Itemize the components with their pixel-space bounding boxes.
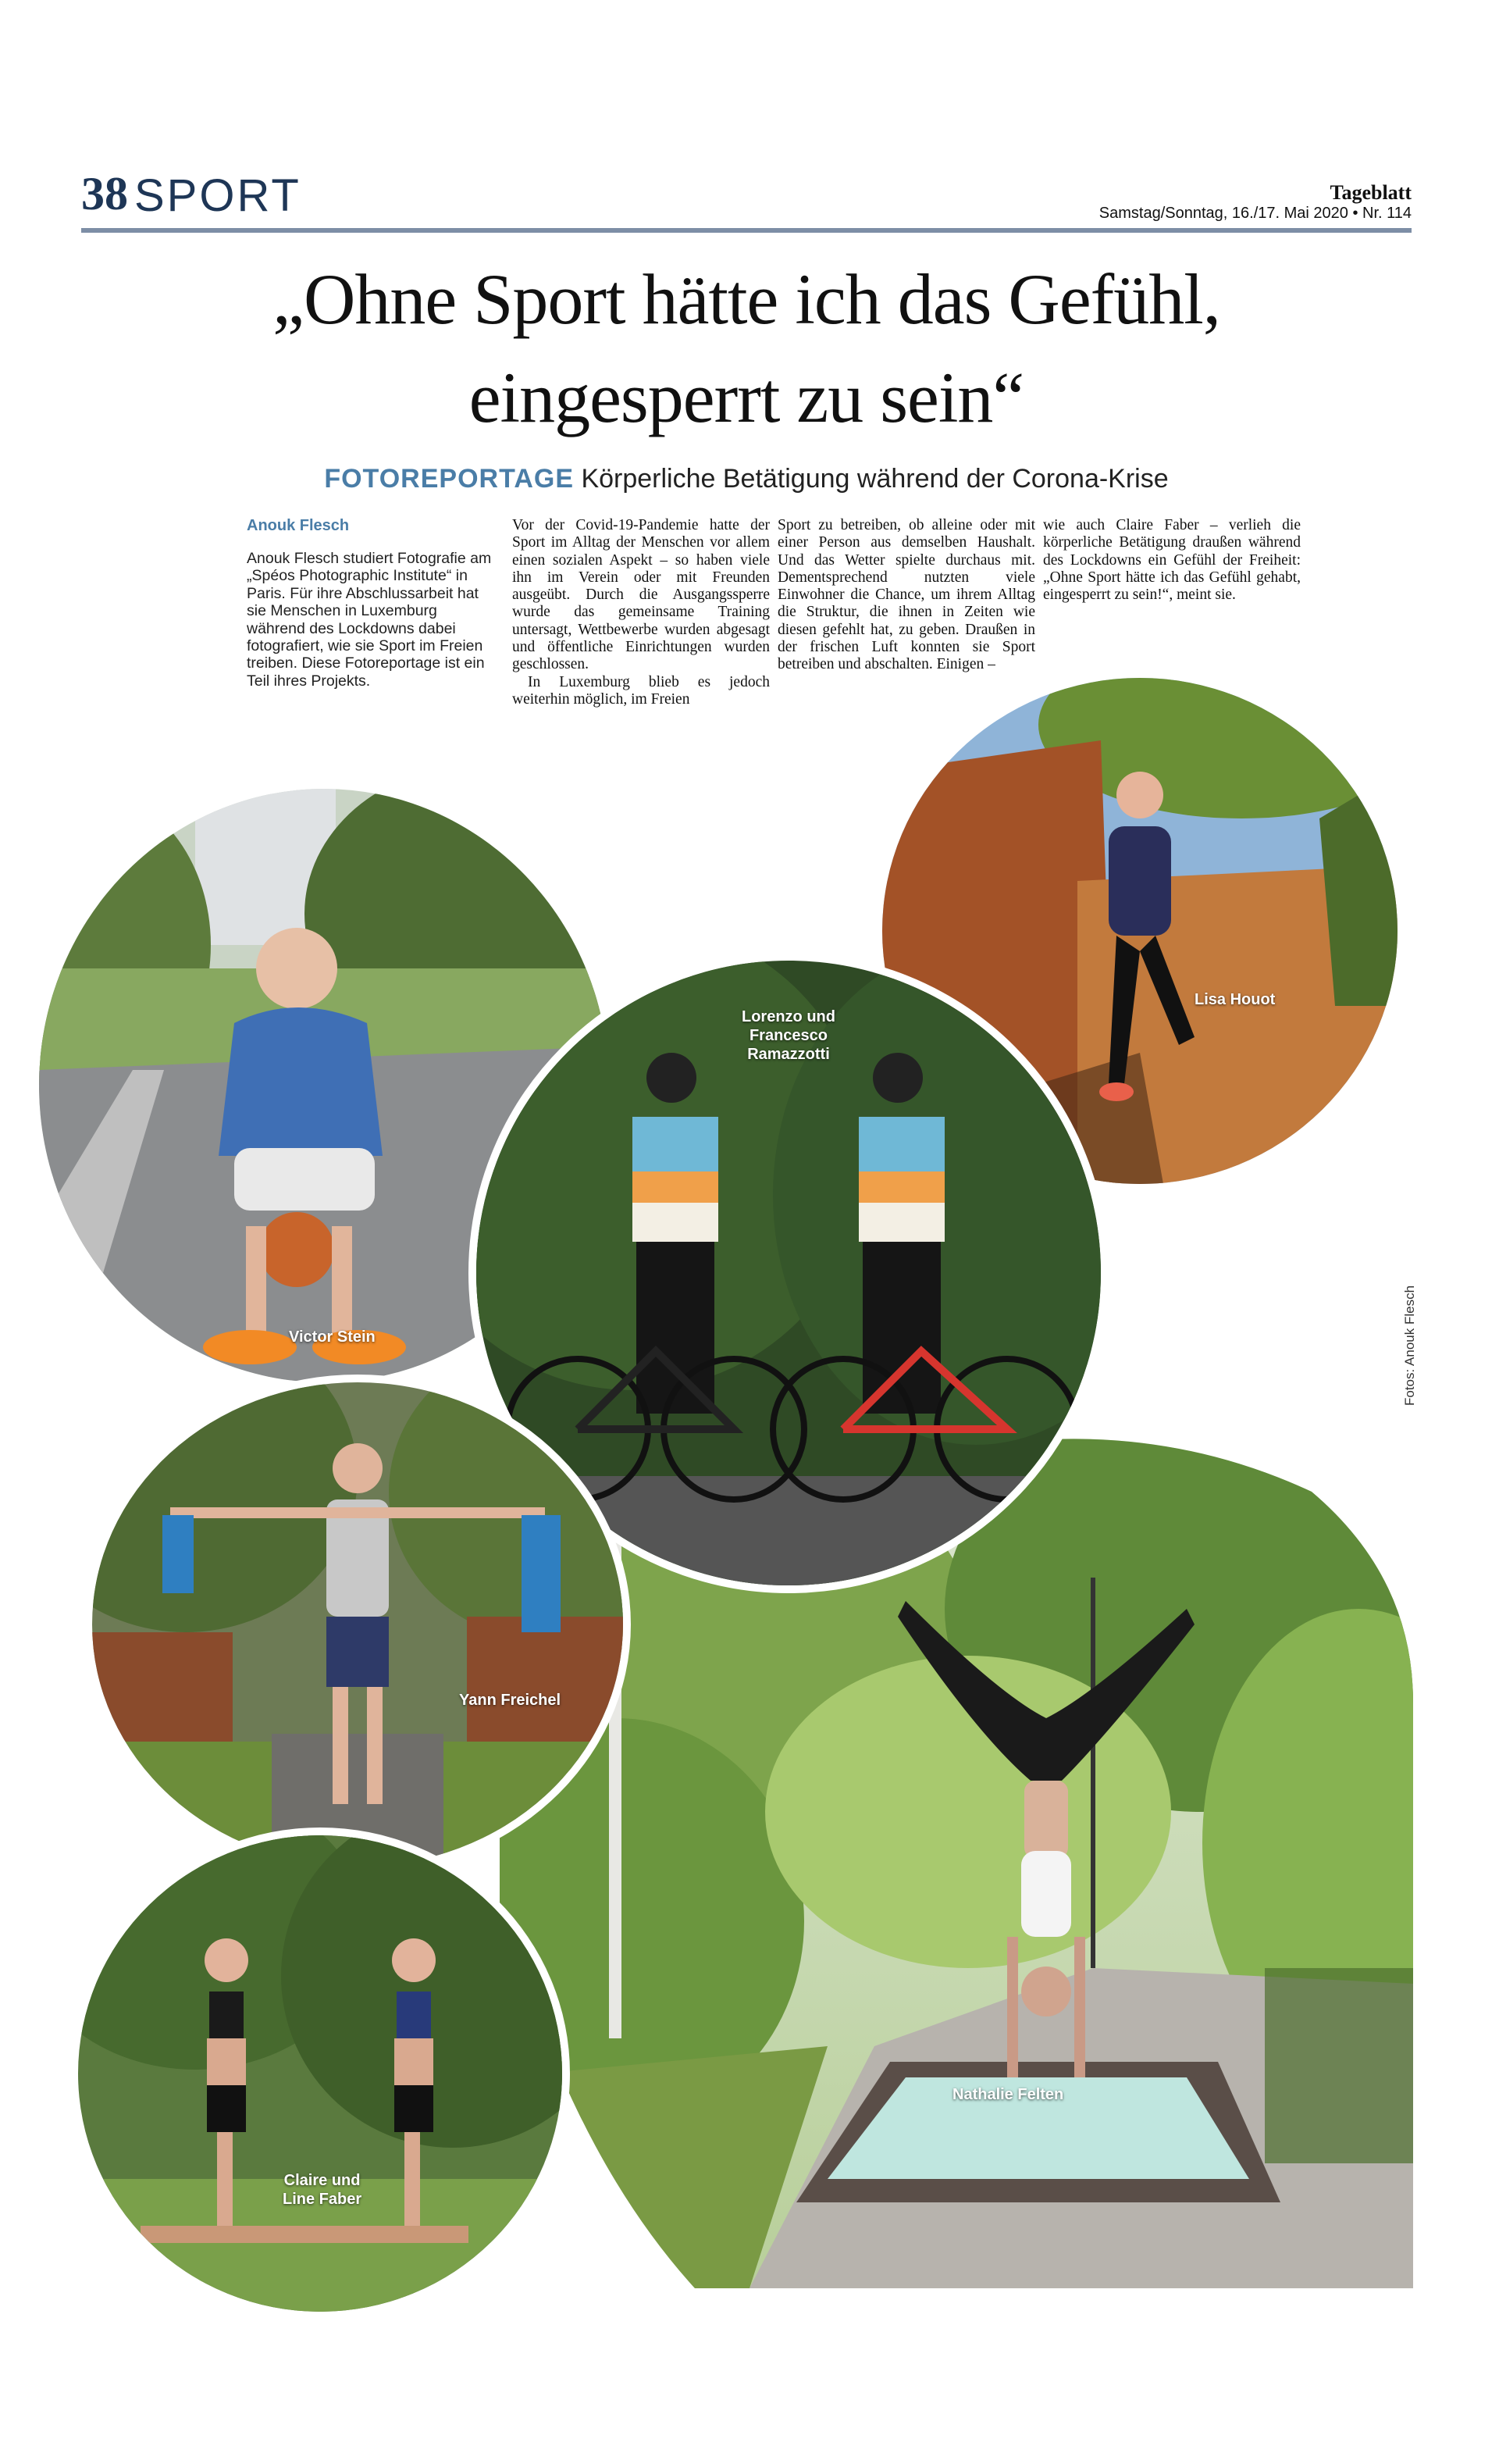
photo-caption: [703, 1007, 874, 1064]
caption-line-2: Line Faber: [283, 2191, 362, 2208]
photo-caption: Nathalie Felten: [952, 2086, 1064, 2103]
kicker-label: FOTOREPORTAGE: [324, 464, 574, 494]
newspaper-masthead: Tageblatt: [1330, 181, 1412, 204]
author-bio: Anouk Flesch studiert Fotografie am „Spéos Photographic Institute“ in Paris. Für ihre Abschlussarbeit hat sie Menschen in Luxemburg während des Lockdowns dabei fotografiert, wie sie Sport im Freien treiben. Diese Fotoreportage ist ein Teil ihres Projekts.: [247, 550, 492, 690]
photo-caption: [283, 2171, 361, 2209]
column-3-paragraph-1: wie auch Claire Faber – verlieh die körperliche Betätigung draußen während des Lockdowns ein Gefühl der Freiheit: „Ohne Sport hätte ich das Gefühl gehabt, eingesperrt zu sein!“, meint sie.: [1043, 517, 1301, 604]
article-column-2: [778, 517, 1035, 674]
article-column-1: [512, 517, 770, 708]
photo-caption: Yann Freichel: [459, 1692, 561, 1709]
headline-line-1: „Ohne Sport hätte ich das Gefühl,: [272, 259, 1220, 339]
resistance-band-photo: [92, 1382, 623, 1867]
caption-line-1: Lorenzo und Francesco: [742, 1008, 835, 1044]
yoga-photo: [78, 1835, 562, 2312]
photo-caption: Victor Stein: [289, 1328, 376, 1346]
column-2-paragraph-1: Sport zu betreiben, ob alleine oder mit einer Person aus demselben Haushalt. Und das Wetter spielte durchaus mit. Dementsprechend nutzten viele Einwohner die Chance, um ihrem Alltag die Struktur, die ihnen in Zeiten wie diesen gefehlt hat, zu geben. Draußen in der frischen Luft konnten sie Sport betreiben und abschalten. Einigen –: [778, 517, 1035, 673]
subheadline-text: Körperliche Betätigung während der Corona-Krise: [574, 464, 1169, 494]
header-divider: [81, 228, 1412, 233]
photo-yann-freichel: [84, 1375, 631, 1874]
issue-date: Samstag/Sonntag, 16./17. Mai 2020 • Nr. 114: [1098, 205, 1412, 222]
author-byline: Anouk Flesch: [247, 517, 350, 534]
column-1-paragraph-2: In Luxemburg blieb es jedoch weiterhin möglich, im Freien: [512, 673, 770, 708]
article-column-3: [1043, 517, 1301, 604]
page-number: 38: [81, 168, 128, 219]
headline-line-2: eingesperrt zu sein“: [468, 358, 1024, 437]
photo-claire-line-faber: [70, 1827, 570, 2320]
photo-caption: Lisa Houot: [1195, 991, 1276, 1008]
column-1-paragraph-1: Vor der Covid-19-Pandemie hatte der Sport im Alltag der Menschen vor allem einen sozialen Aspekt – so haben viele ihn im Verein oder mit Freunden ausgeübt. Durch die Ausgangssperre wurde das gemeinsame Training untersagt, Wettbewerbe wurden abgesagt und öffentliche Einrichtungen wurden geschlossen.: [512, 517, 770, 673]
photo-credit: Fotos: Anouk Flesch: [1402, 1285, 1417, 1406]
article-subheadline: [81, 464, 1412, 494]
caption-line-1: Claire und: [283, 2172, 361, 2189]
article-headline: [81, 250, 1412, 447]
caption-line-2: Ramazzotti: [747, 1046, 830, 1063]
section-title: SPORT: [134, 170, 301, 221]
